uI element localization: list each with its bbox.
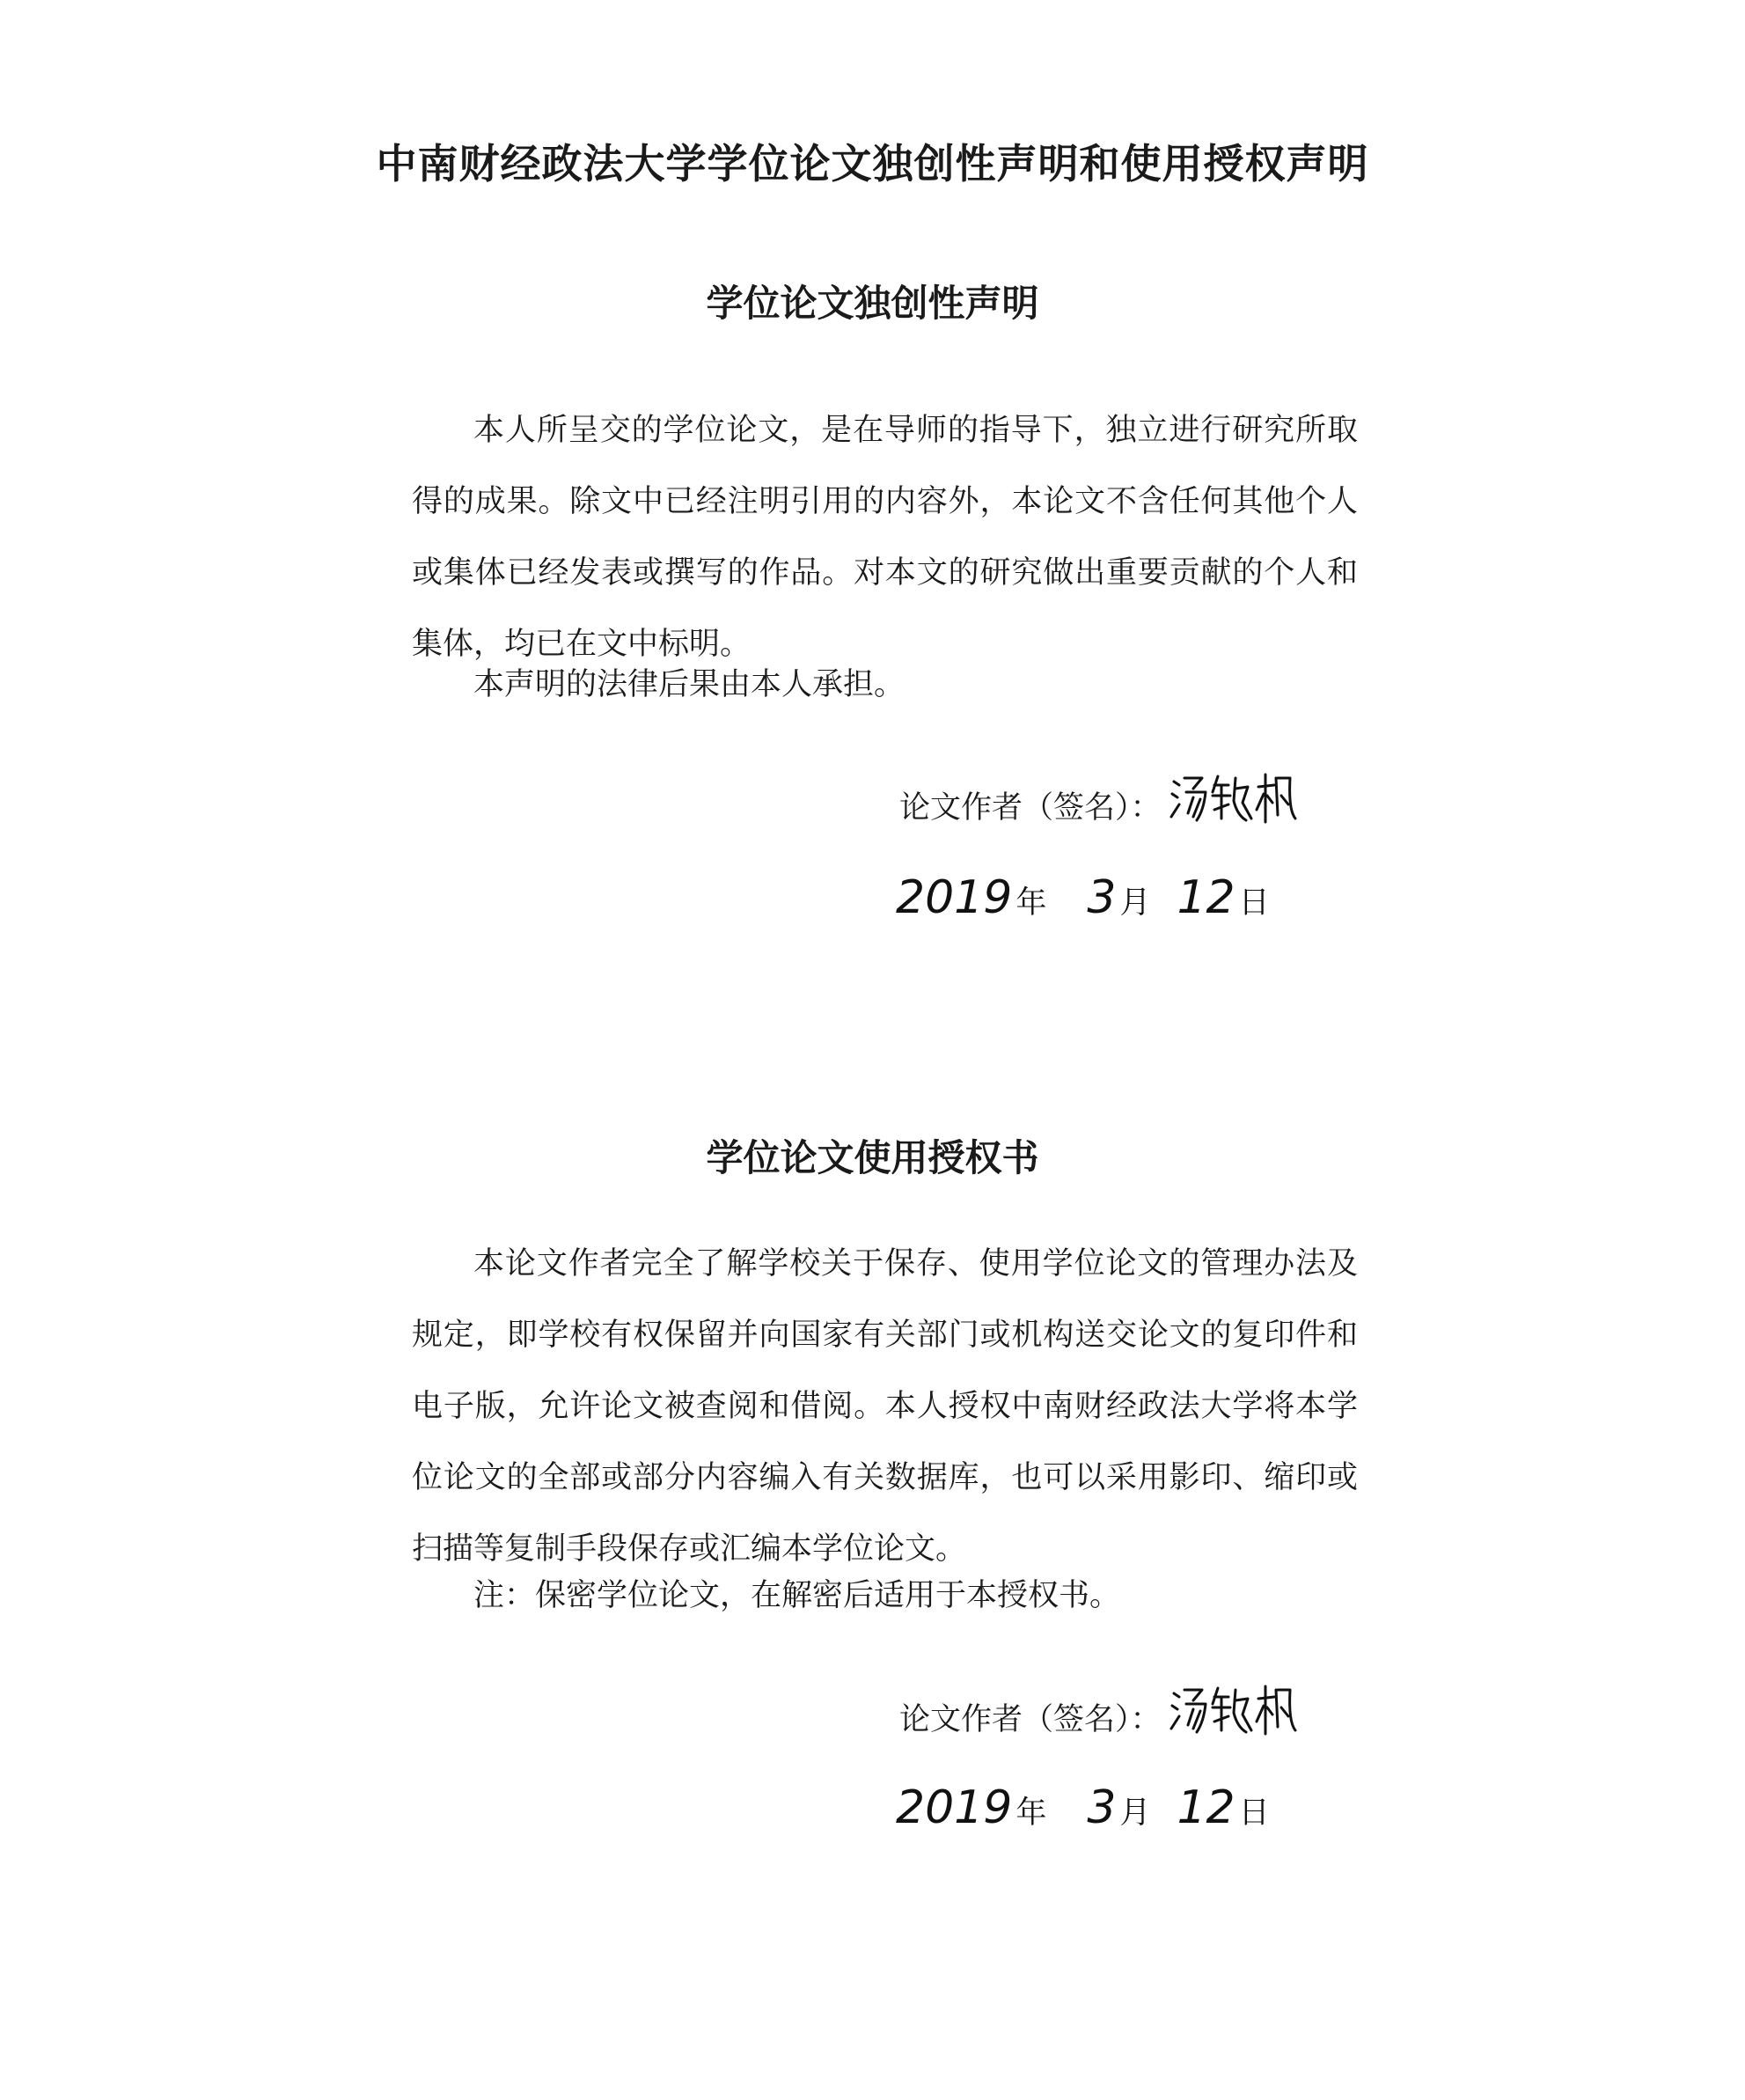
handwritten-signature (1167, 766, 1299, 827)
authorization-note: 注：保密学位论文，在解密后适用于本授权书。 (473, 1578, 1121, 1613)
signature-label: 论文作者（签名）： (899, 1702, 1162, 1737)
date-year: 2019 (896, 871, 1013, 924)
main-title: 中南财经政法大学学位论文独创性声明和使用授权声明 (376, 140, 1369, 187)
authorization-title: 学位论文使用授权书 (706, 1136, 1039, 1179)
signature-label: 论文作者（签名）： (899, 790, 1162, 826)
date-month-unit: 月 (1119, 1795, 1151, 1831)
originality-signature-line (899, 766, 1299, 827)
date-day-unit: 日 (1238, 885, 1270, 921)
authorization-paragraph: 本论文作者完全了解学校关于保存、使用学位论文的管理办法及规定，即学校有权保留并向国家有关部门或机构送交论文的复印件和电子版，允许论文被查阅和借阅。本人授权中南财经政法大学将本学位论文的全部或部分内容编入有关数据库，也可以采用影印、缩印或扫描等复制手段保存或汇编本学位论文。 (412, 1246, 1358, 1567)
date-year-unit: 年 (1015, 1795, 1047, 1831)
authorization-signature-line (899, 1678, 1299, 1739)
date-day-unit: 日 (1238, 1795, 1270, 1831)
date-day: 12 (1177, 871, 1235, 924)
authorization-body (412, 1229, 1358, 1585)
originality-date-line (896, 873, 1275, 922)
originality-title: 学位论文独创性声明 (706, 282, 1039, 325)
date-month: 3 (1087, 1781, 1117, 1834)
authorization-note-block (412, 1560, 1358, 1632)
originality-consequence (412, 650, 1358, 721)
date-year-unit: 年 (1015, 885, 1047, 921)
date-month-unit: 月 (1119, 885, 1151, 921)
originality-body (412, 395, 1358, 680)
date-year: 2019 (896, 1781, 1013, 1834)
authorization-date-line (896, 1783, 1275, 1832)
handwritten-signature (1167, 1678, 1299, 1739)
originality-paragraph: 本人所呈交的学位论文，是在导师的指导下，独立进行研究所取得的成果。除文中已经注明引用的内容外，本论文不含任何其他个人或集体已经发表或撰写的作品。对本文的研究做出重要贡献的个人和集体，均已在文中标明。 (412, 413, 1358, 662)
consequence-paragraph: 本声明的法律后果由本人承担。 (473, 667, 905, 702)
date-day: 12 (1177, 1781, 1235, 1834)
date-month: 3 (1087, 871, 1117, 924)
